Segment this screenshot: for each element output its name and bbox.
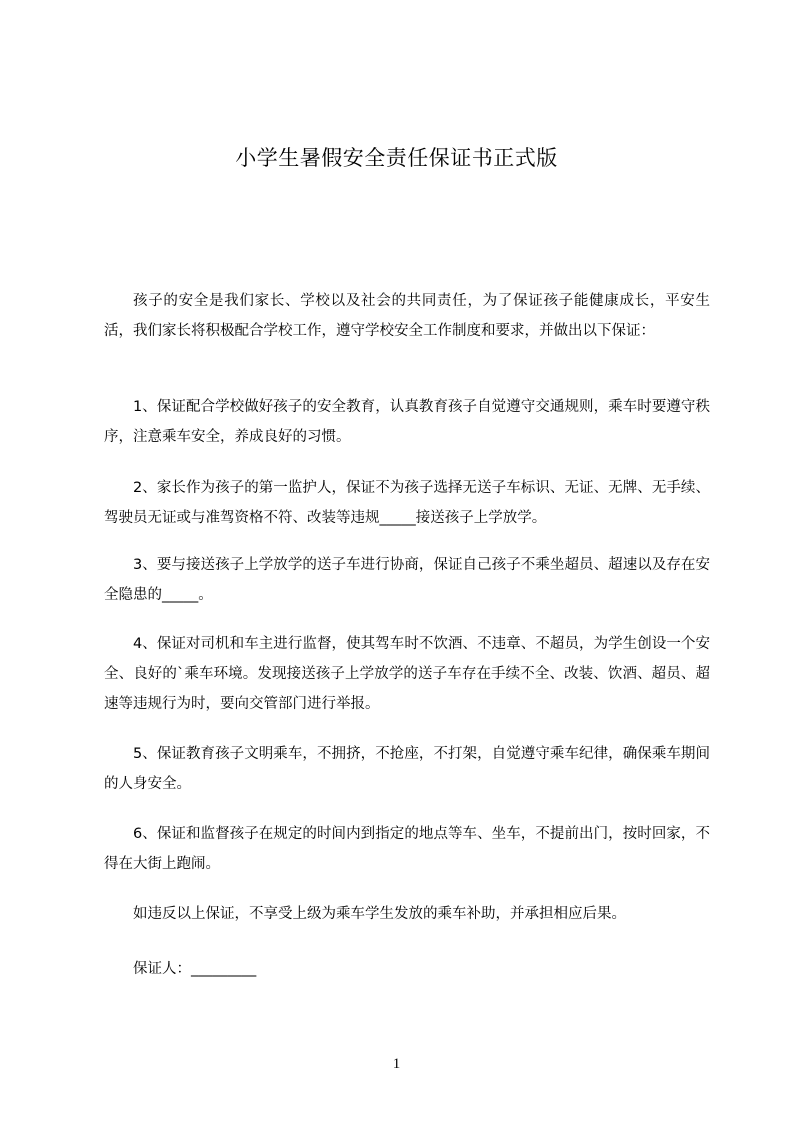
guarantee-item-1: 1、保证配合学校做好孩子的安全教育，认真教育孩子自觉遵守交通规则，乘车时要遵守秩序，注意乘车安全，养成良好的习惯。: [104, 399, 710, 445]
guarantee-item-2: 2、家长作为孩子的第一监护人，保证不为孩子选择无送子车标识、无证、无牌、无手续、驾驶员无证或与准驾资格不符、改装等违规_____接送孩子上学放学。: [104, 480, 710, 526]
guarantee-item-6: 6、保证和监督孩子在规定的时间内到指定的地点等车、坐车，不提前出门，按时回家，不得在大街上跑闹。: [104, 826, 710, 872]
intro-paragraph: 孩子的安全是我们家长、学校以及社会的共同责任，为了保证孩子能健康成长，平安生活，我们家长将积极配合学校工作，遵守学校安全工作制度和要求，并做出以下保证：: [104, 293, 710, 339]
document-title: 小学生暑假安全责任保证书正式版: [235, 146, 558, 170]
closing-statement: 如违反以上保证，不享受上级为乘车学生发放的乘车补助，并承担相应后果。: [133, 906, 626, 922]
page-number: 1: [392, 1056, 401, 1072]
guarantee-item-5: 5、保证教育孩子文明乘车，不拥挤，不抢座，不打架，自觉遵守乘车纪律，确保乘车期间的人身安全。: [104, 746, 710, 792]
guarantee-item-3: 3、要与接送孩子上学放学的送子车进行协商，保证自己孩子不乘坐超员、超速以及存在安全隐患的_____。: [104, 557, 710, 603]
guarantee-item-4: 4、保证对司机和车主进行监督，使其驾车时不饮酒、不违章、不超员，为学生创设一个安全、良好的`乘车环境。发现接送孩子上学放学的送子车存在手续不全、改装、饮酒、超员、超速等违规行为时，要向交管部门进行举报。: [104, 636, 710, 712]
guarantor-signature-line: 保证人：_________: [133, 961, 257, 977]
